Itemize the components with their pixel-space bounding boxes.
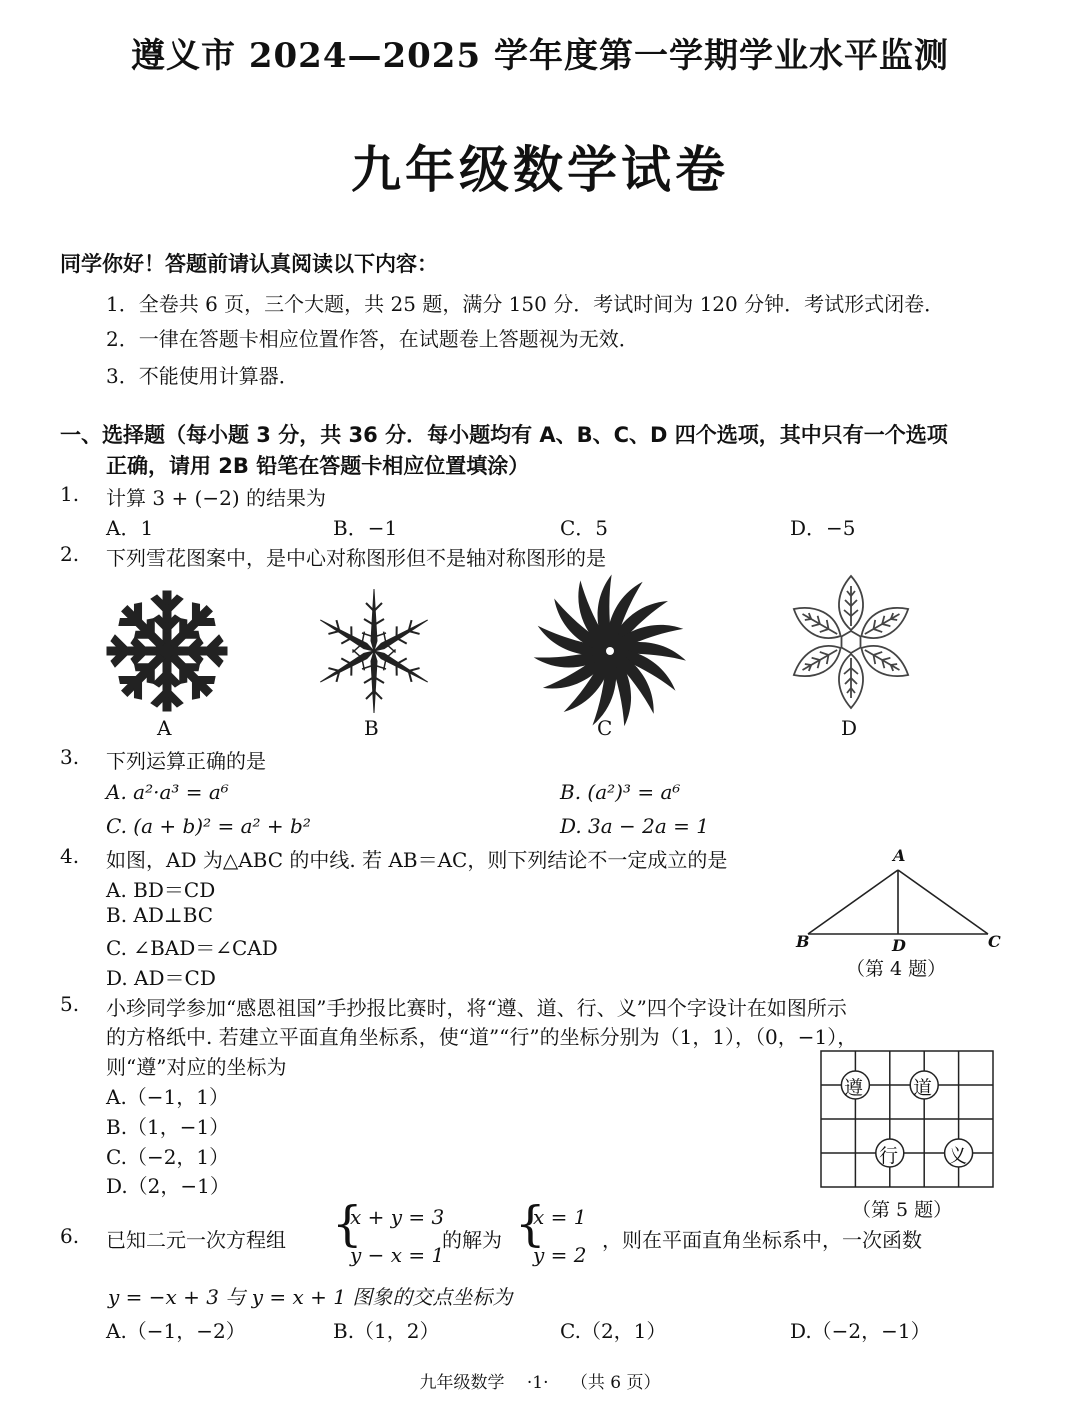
question-text-line1: 小珍同学参加“感恩祖国”手抄报比赛时，将“遵、道、行、义”四个字设计在如图所示 (106, 996, 847, 1020)
grid-char-zun: 遵 (844, 1077, 864, 1099)
instruction-item-1: 1．全卷共 6 页，三个大题，共 25 题，满分 150 分．考试时间为 120 分钟．考试形式闭卷． (106, 292, 945, 316)
snowflake-a-figure (102, 586, 232, 716)
grid-figure (820, 1050, 996, 1190)
option-c: C. (a + b)² = a² + b² (106, 814, 311, 838)
option-d: D.（−2，−1） (790, 1319, 931, 1343)
vertex-label-c: C (988, 932, 1001, 951)
system2-eq1: x = 1 (533, 1205, 587, 1229)
snowflake-d-label: D (841, 716, 858, 740)
snowflake-c-label: C (597, 716, 613, 740)
question-text-suffix: ，则在平面直角坐标系中，一次函数 (602, 1228, 922, 1252)
section-heading-line1: 一、选择题（每小题 3 分，共 36 分．每小题均有 A、B、C、D 四个选项，其中只有一个选项 (60, 423, 948, 447)
grid-char-xing: 行 (879, 1145, 899, 1167)
option-a: A.（−1，1） (106, 1085, 230, 1109)
question-number: 3. (60, 745, 80, 769)
vertex-label-b: B (796, 932, 810, 951)
triangle-figure (790, 850, 1010, 950)
option-b: B. AD⊥BC (106, 903, 214, 927)
figure-caption-q4: （第 4 题） (846, 958, 947, 980)
question-text: 下列运算正确的是 (106, 749, 266, 773)
vertex-label-a: A (893, 846, 906, 865)
option-b: B．−1 (333, 516, 398, 540)
snowflake-c-figure (545, 586, 675, 716)
brace-left-system-1: { (332, 1196, 363, 1252)
question-text: 如图，AD 为△ABC 的中线. 若 AB＝AC，则下列结论不一定成立的是 (106, 848, 728, 872)
question-number: 5. (60, 992, 80, 1016)
option-d: D. AD＝CD (106, 966, 216, 990)
question-text-middle: 的解为 (442, 1228, 502, 1252)
question-text: 计算 3 + (−2) 的结果为 (106, 486, 326, 510)
question-number: 1. (60, 482, 80, 506)
exam-subject-title: 九年级数学试卷 (351, 140, 729, 199)
figure-caption-q5: （第 5 题） (852, 1199, 953, 1221)
option-a: A. BD＝CD (106, 878, 216, 902)
option-a: A．1 (106, 516, 154, 540)
instruction-item-3: 3．不能使用计算器． (106, 364, 299, 388)
option-d: D.（2，−1） (106, 1174, 230, 1198)
option-a: A.（−1，−2） (106, 1319, 246, 1343)
page-footer: 九年级数学 ·1· （共 6 页） (419, 1373, 661, 1393)
snowflake-d-figure (786, 572, 916, 712)
question-number: 6. (60, 1224, 80, 1248)
snowflake-b-label: B (364, 716, 379, 740)
section-heading-line2: 正确，请用 2B 铅笔在答题卡相应位置填涂） (106, 454, 530, 478)
instructions-greeting: 同学你好！答题前请认真阅读以下内容： (60, 252, 438, 276)
grid-char-dao: 道 (913, 1077, 933, 1099)
snowflake-b-figure (314, 586, 434, 716)
option-c: C．5 (560, 516, 609, 540)
option-c: C.（−2，1） (106, 1145, 230, 1169)
snowflake-a-label: A (157, 716, 172, 740)
vertex-label-d: D (892, 936, 906, 955)
question-text: 下列雪花图案中，是中心对称图形但不是轴对称图形的是 (106, 546, 606, 570)
question-text-line2: y = −x + 3 与 y = x + 1 图象的交点坐标为 (108, 1285, 513, 1309)
system1-eq1: x + y = 3 (350, 1205, 445, 1229)
grid-char-yi: 义 (948, 1145, 968, 1167)
option-b: B.（1，−1） (106, 1115, 230, 1139)
question-number: 2. (60, 542, 80, 566)
option-c: C.（2，1） (560, 1319, 667, 1343)
question-text-line3: 则“遵”对应的坐标为 (106, 1055, 287, 1079)
question-text-line2: 的方格纸中. 若建立平面直角坐标系，使“道”“行”的坐标分别为（1，1），（0，−1）， (106, 1025, 858, 1049)
brace-left-system-2: { (515, 1196, 546, 1252)
option-b: B. (a²)³ = a⁶ (560, 780, 681, 804)
option-c: C. ∠BAD＝∠CAD (106, 936, 278, 960)
question-text-prefix: 已知二元一次方程组 (106, 1228, 286, 1252)
system2-eq2: y = 2 (533, 1243, 587, 1267)
instruction-item-2: 2．一律在答题卡相应位置作答，在试题卷上答题视为无效． (106, 327, 639, 351)
question-number: 4. (60, 844, 80, 868)
option-d: D．−5 (790, 516, 856, 540)
exam-header-title: 遵义市 2024—2025 学年度第一学期学业水平监测 (131, 36, 949, 76)
option-d: D. 3a − 2a = 1 (560, 814, 710, 838)
system1-eq2: y − x = 1 (350, 1243, 445, 1267)
option-a: A. a²·a³ = a⁶ (106, 780, 229, 804)
option-b: B.（1，2） (333, 1319, 440, 1343)
